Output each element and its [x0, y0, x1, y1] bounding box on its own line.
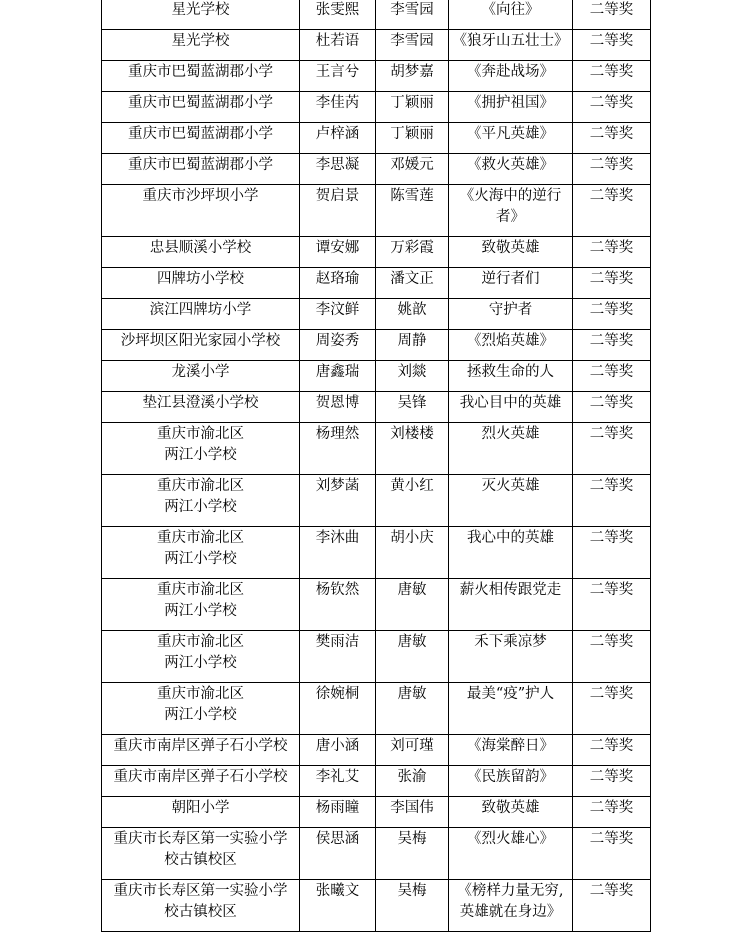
- table-row: [102, 123, 651, 154]
- table-row: [102, 92, 651, 123]
- table-row: [102, 154, 651, 185]
- award-level-cell: 二等奖: [573, 61, 651, 92]
- teacher-cell: 潘文正: [376, 268, 449, 299]
- student-cell: 侯思涵: [300, 828, 376, 880]
- table-row: [102, 735, 651, 766]
- work-title-cell: 《拥护祖国》: [449, 92, 573, 123]
- school-cell: 重庆市长寿区第一实验小学 校古镇校区: [102, 880, 300, 932]
- work-title-cell: 《狼牙山五壮士》: [449, 30, 573, 61]
- table-row: [102, 631, 651, 683]
- award-level-cell: 二等奖: [573, 475, 651, 527]
- school-cell: 重庆市沙坪坝小学: [102, 185, 300, 237]
- school-cell: 重庆市渝北区 两江小学校: [102, 579, 300, 631]
- school-cell: 重庆市巴蜀蓝湖郡小学: [102, 92, 300, 123]
- student-cell: 刘梦菡: [300, 475, 376, 527]
- school-cell: 重庆市长寿区第一实验小学 校古镇校区: [102, 828, 300, 880]
- table-row: [102, 392, 651, 423]
- table-row: [102, 268, 651, 299]
- student-cell: 卢梓涵: [300, 123, 376, 154]
- student-cell: 杨理然: [300, 423, 376, 475]
- student-cell: 杨钦然: [300, 579, 376, 631]
- awards-table: [101, 0, 651, 932]
- table-row: [102, 683, 651, 735]
- work-title-cell: 《海棠醉日》: [449, 735, 573, 766]
- award-level-cell: 二等奖: [573, 631, 651, 683]
- table-row: [102, 423, 651, 475]
- student-cell: 王言兮: [300, 61, 376, 92]
- work-title-cell: 《火海中的逆行 者》: [449, 185, 573, 237]
- student-cell: 李佳芮: [300, 92, 376, 123]
- teacher-cell: 邓媛元: [376, 154, 449, 185]
- work-title-cell: 最美“疫”护人: [449, 683, 573, 735]
- student-cell: 李沐曲: [300, 527, 376, 579]
- school-cell: 滨江四牌坊小学: [102, 299, 300, 330]
- teacher-cell: 姚歆: [376, 299, 449, 330]
- awards-table-body: [102, 0, 651, 932]
- school-cell: 重庆市巴蜀蓝湖郡小学: [102, 123, 300, 154]
- teacher-cell: 李雪园: [376, 0, 449, 30]
- work-title-cell: 《民族留韵》: [449, 766, 573, 797]
- school-cell: 重庆市渝北区 两江小学校: [102, 527, 300, 579]
- teacher-cell: 丁颖丽: [376, 123, 449, 154]
- teacher-cell: 吴锋: [376, 392, 449, 423]
- student-cell: 徐婉桐: [300, 683, 376, 735]
- award-level-cell: 二等奖: [573, 154, 651, 185]
- teacher-cell: 唐敏: [376, 631, 449, 683]
- student-cell: 杜若语: [300, 30, 376, 61]
- work-title-cell: 《向往》: [449, 0, 573, 30]
- student-cell: 贺恩博: [300, 392, 376, 423]
- student-cell: 李汶鲜: [300, 299, 376, 330]
- award-level-cell: 二等奖: [573, 123, 651, 154]
- work-title-cell: 《榜样力量无穷, 英雄就在身边》: [449, 880, 573, 932]
- award-level-cell: 二等奖: [573, 766, 651, 797]
- student-cell: 周姿秀: [300, 330, 376, 361]
- work-title-cell: 薪火相传跟党走: [449, 579, 573, 631]
- table-row: [102, 828, 651, 880]
- student-cell: 李礼艾: [300, 766, 376, 797]
- teacher-cell: 胡小庆: [376, 527, 449, 579]
- award-level-cell: 二等奖: [573, 92, 651, 123]
- teacher-cell: 万彩霞: [376, 237, 449, 268]
- award-level-cell: 二等奖: [573, 880, 651, 932]
- award-level-cell: 二等奖: [573, 527, 651, 579]
- work-title-cell: 我心中的英雄: [449, 527, 573, 579]
- work-title-cell: 《救火英雄》: [449, 154, 573, 185]
- school-cell: 重庆市渝北区 两江小学校: [102, 423, 300, 475]
- teacher-cell: 陈雪莲: [376, 185, 449, 237]
- student-cell: 李思凝: [300, 154, 376, 185]
- school-cell: 星光学校: [102, 30, 300, 61]
- work-title-cell: 守护者: [449, 299, 573, 330]
- award-level-cell: 二等奖: [573, 797, 651, 828]
- teacher-cell: 唐敏: [376, 579, 449, 631]
- school-cell: 重庆市南岸区弹子石小学校: [102, 735, 300, 766]
- table-row: [102, 30, 651, 61]
- teacher-cell: 李雪园: [376, 30, 449, 61]
- award-level-cell: 二等奖: [573, 330, 651, 361]
- award-level-cell: 二等奖: [573, 268, 651, 299]
- award-level-cell: 二等奖: [573, 185, 651, 237]
- table-row: [102, 0, 651, 30]
- award-level-cell: 二等奖: [573, 0, 651, 30]
- teacher-cell: 黄小红: [376, 475, 449, 527]
- school-cell: 四牌坊小学校: [102, 268, 300, 299]
- teacher-cell: 丁颖丽: [376, 92, 449, 123]
- work-title-cell: 致敬英雄: [449, 237, 573, 268]
- school-cell: 重庆市渝北区 两江小学校: [102, 475, 300, 527]
- work-title-cell: 致敬英雄: [449, 797, 573, 828]
- award-level-cell: 二等奖: [573, 683, 651, 735]
- work-title-cell: 《烈焰英雄》: [449, 330, 573, 361]
- student-cell: 张雯熙: [300, 0, 376, 30]
- school-cell: 重庆市渝北区 两江小学校: [102, 631, 300, 683]
- award-level-cell: 二等奖: [573, 361, 651, 392]
- teacher-cell: 唐敏: [376, 683, 449, 735]
- teacher-cell: 吴梅: [376, 880, 449, 932]
- table-row: [102, 299, 651, 330]
- award-level-cell: 二等奖: [573, 392, 651, 423]
- table-row: [102, 579, 651, 631]
- work-title-cell: 禾下乘凉梦: [449, 631, 573, 683]
- student-cell: 樊雨洁: [300, 631, 376, 683]
- table-row: [102, 475, 651, 527]
- work-title-cell: 逆行者们: [449, 268, 573, 299]
- student-cell: 唐鑫瑞: [300, 361, 376, 392]
- teacher-cell: 刘楼楼: [376, 423, 449, 475]
- teacher-cell: 刘可瑾: [376, 735, 449, 766]
- award-level-cell: 二等奖: [573, 579, 651, 631]
- student-cell: 赵珞瑜: [300, 268, 376, 299]
- table-row: [102, 330, 651, 361]
- table-row: [102, 766, 651, 797]
- school-cell: 龙溪小学: [102, 361, 300, 392]
- award-level-cell: 二等奖: [573, 735, 651, 766]
- school-cell: 重庆市巴蜀蓝湖郡小学: [102, 61, 300, 92]
- work-title-cell: 烈火英雄: [449, 423, 573, 475]
- teacher-cell: 张渝: [376, 766, 449, 797]
- award-level-cell: 二等奖: [573, 237, 651, 268]
- school-cell: 垫江县澄溪小学校: [102, 392, 300, 423]
- school-cell: 星光学校: [102, 0, 300, 30]
- award-level-cell: 二等奖: [573, 423, 651, 475]
- student-cell: 张曦文: [300, 880, 376, 932]
- teacher-cell: 周静: [376, 330, 449, 361]
- school-cell: 忠县顺溪小学校: [102, 237, 300, 268]
- table-row: [102, 61, 651, 92]
- work-title-cell: 《烈火雄心》: [449, 828, 573, 880]
- school-cell: 沙坪坝区阳光家园小学校: [102, 330, 300, 361]
- student-cell: 杨雨瞳: [300, 797, 376, 828]
- student-cell: 唐小涵: [300, 735, 376, 766]
- table-row: [102, 880, 651, 932]
- school-cell: 重庆市渝北区 两江小学校: [102, 683, 300, 735]
- teacher-cell: 吴梅: [376, 828, 449, 880]
- school-cell: 重庆市巴蜀蓝湖郡小学: [102, 154, 300, 185]
- teacher-cell: 刘燚: [376, 361, 449, 392]
- teacher-cell: 李国伟: [376, 797, 449, 828]
- work-title-cell: 拯救生命的人: [449, 361, 573, 392]
- award-level-cell: 二等奖: [573, 30, 651, 61]
- teacher-cell: 胡梦嘉: [376, 61, 449, 92]
- table-row: [102, 797, 651, 828]
- school-cell: 朝阳小学: [102, 797, 300, 828]
- school-cell: 重庆市南岸区弹子石小学校: [102, 766, 300, 797]
- work-title-cell: 《平凡英雄》: [449, 123, 573, 154]
- table-row: [102, 185, 651, 237]
- student-cell: 谭安娜: [300, 237, 376, 268]
- work-title-cell: 我心目中的英雄: [449, 392, 573, 423]
- student-cell: 贺启景: [300, 185, 376, 237]
- award-level-cell: 二等奖: [573, 299, 651, 330]
- table-row: [102, 527, 651, 579]
- table-row: [102, 361, 651, 392]
- table-row: [102, 237, 651, 268]
- award-level-cell: 二等奖: [573, 828, 651, 880]
- work-title-cell: 灭火英雄: [449, 475, 573, 527]
- work-title-cell: 《奔赴战场》: [449, 61, 573, 92]
